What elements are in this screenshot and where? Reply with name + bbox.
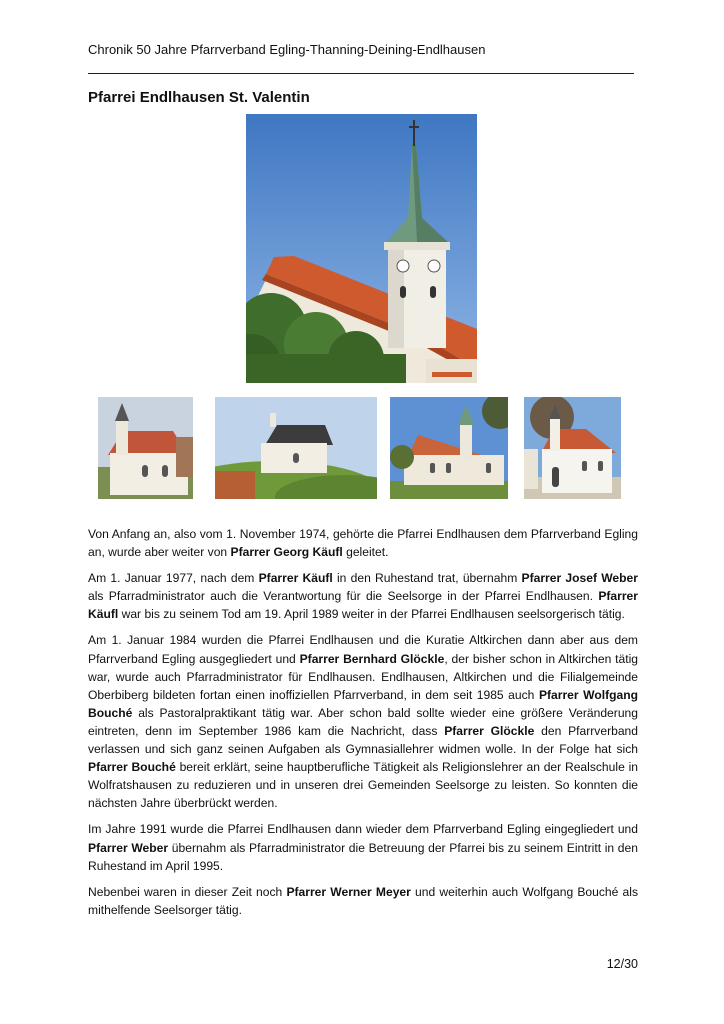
paragraph bbox=[88, 820, 638, 874]
page-header: Chronik 50 Jahre Pfarrverband Egling-Thanning-Deining-Endlhausen bbox=[88, 42, 486, 57]
text-run: den Pfarrverband verlassen und sich ganz seinen Aufgaben als Gymnasiallehrer widmen wolle. In der Folge hat sich bbox=[88, 723, 639, 757]
text-run: als Pastoralpraktikant tätig war. Aber schon bald sollte wieder eine größere Veränderung eintreten, denn im September 1986 kam die Nachricht, dass bbox=[88, 705, 638, 738]
bold-name: Pfarrer Georg Käufl bbox=[230, 545, 343, 560]
bold-name: Pfarrer Bernhard Glöckle bbox=[299, 651, 445, 666]
header-divider bbox=[88, 73, 634, 74]
text-run: , der bisher schon in Altkirchen tätig war, wurde auch Pfarradministrator für Endlhausen. Endlhausen, Altkirchen und die Filialgemeinde Oberbiberg bildeten fortan einen inoffiziellen Pfarrverband, in dem seit 1985 auch bbox=[88, 651, 638, 702]
paragraph bbox=[88, 883, 638, 919]
bold-name: Pfarrer Käufl bbox=[258, 571, 333, 586]
bold-name: Pfarrer Bouché bbox=[88, 760, 176, 775]
page-number: 12/30 bbox=[606, 957, 638, 971]
text-run: als Pfarradministrator auch die Verantwortung für die Seelsorge in der Pfarrei Endlhausen. bbox=[88, 589, 599, 604]
text-run: in den Ruhestand trat, übernahm bbox=[332, 571, 522, 586]
bold-name: Pfarrer Glöckle bbox=[444, 723, 535, 738]
chapel-photo-1 bbox=[98, 397, 193, 499]
text-run: war bis zu seinem Tod am 19. April 1989 weiter in der Pfarrei Endlhausen seelsorgerisch tätig. bbox=[118, 607, 625, 622]
bold-name: Pfarrer Käufl bbox=[88, 589, 638, 622]
text-run: übernahm als Pfarradministrator die Betreuung der Pfarrei bis zu seinem Eintritt in den Ruhestand im April 1995. bbox=[88, 840, 638, 873]
bold-name: Pfarrer Josef Weber bbox=[521, 571, 638, 586]
text-run: Von Anfang an, also vom 1. November 1974, gehörte die Pfarrei Endlhausen dem Pfarrverband Egling an, wurde aber weiter von bbox=[88, 527, 638, 560]
text-run: Im Jahre 1991 wurde die Pfarrei Endlhausen dann wieder dem Pfarrverband Egling eingegliedert und bbox=[88, 822, 638, 837]
bold-name: Pfarrer Wolfgang Bouché bbox=[88, 687, 638, 720]
paragraph bbox=[88, 631, 638, 812]
text-run: und weiterhin auch Wolfgang Bouché als mithelfende Seelsorger tätig. bbox=[88, 884, 638, 917]
bold-name: Pfarrer Weber bbox=[88, 840, 169, 855]
text-run: Nebenbei waren in dieser Zeit noch bbox=[88, 884, 287, 899]
bold-name: Pfarrer Werner Meyer bbox=[286, 884, 411, 899]
body-text bbox=[88, 525, 638, 927]
chapel-photo-2 bbox=[215, 397, 377, 499]
paragraph bbox=[88, 569, 638, 623]
chapel-photo-3 bbox=[524, 397, 621, 499]
church-photo-2 bbox=[390, 397, 508, 499]
text-run: Am 1. Januar 1984 wurden die Pfarrei Endlhausen und die Kuratie Altkirchen dann aber aus dem Pfarrverband Egling ausgegliedert und bbox=[88, 633, 638, 666]
text-run: geleitet. bbox=[342, 545, 389, 560]
paragraph bbox=[88, 525, 638, 561]
church-photo bbox=[246, 114, 477, 383]
text-run: bereit erklärt, seine hauptberufliche Tätigkeit als Religionslehrer an der Realschule in Wolfratshausen zu reduzieren und in unseren drei Gemeinden Seelsorge zu leisten. So konnten die nächsten Jahre überbrückt werden. bbox=[88, 760, 638, 811]
section-title: Pfarrei Endlhausen St. Valentin bbox=[88, 89, 310, 106]
text-run: Am 1. Januar 1977, nach dem bbox=[88, 571, 259, 586]
